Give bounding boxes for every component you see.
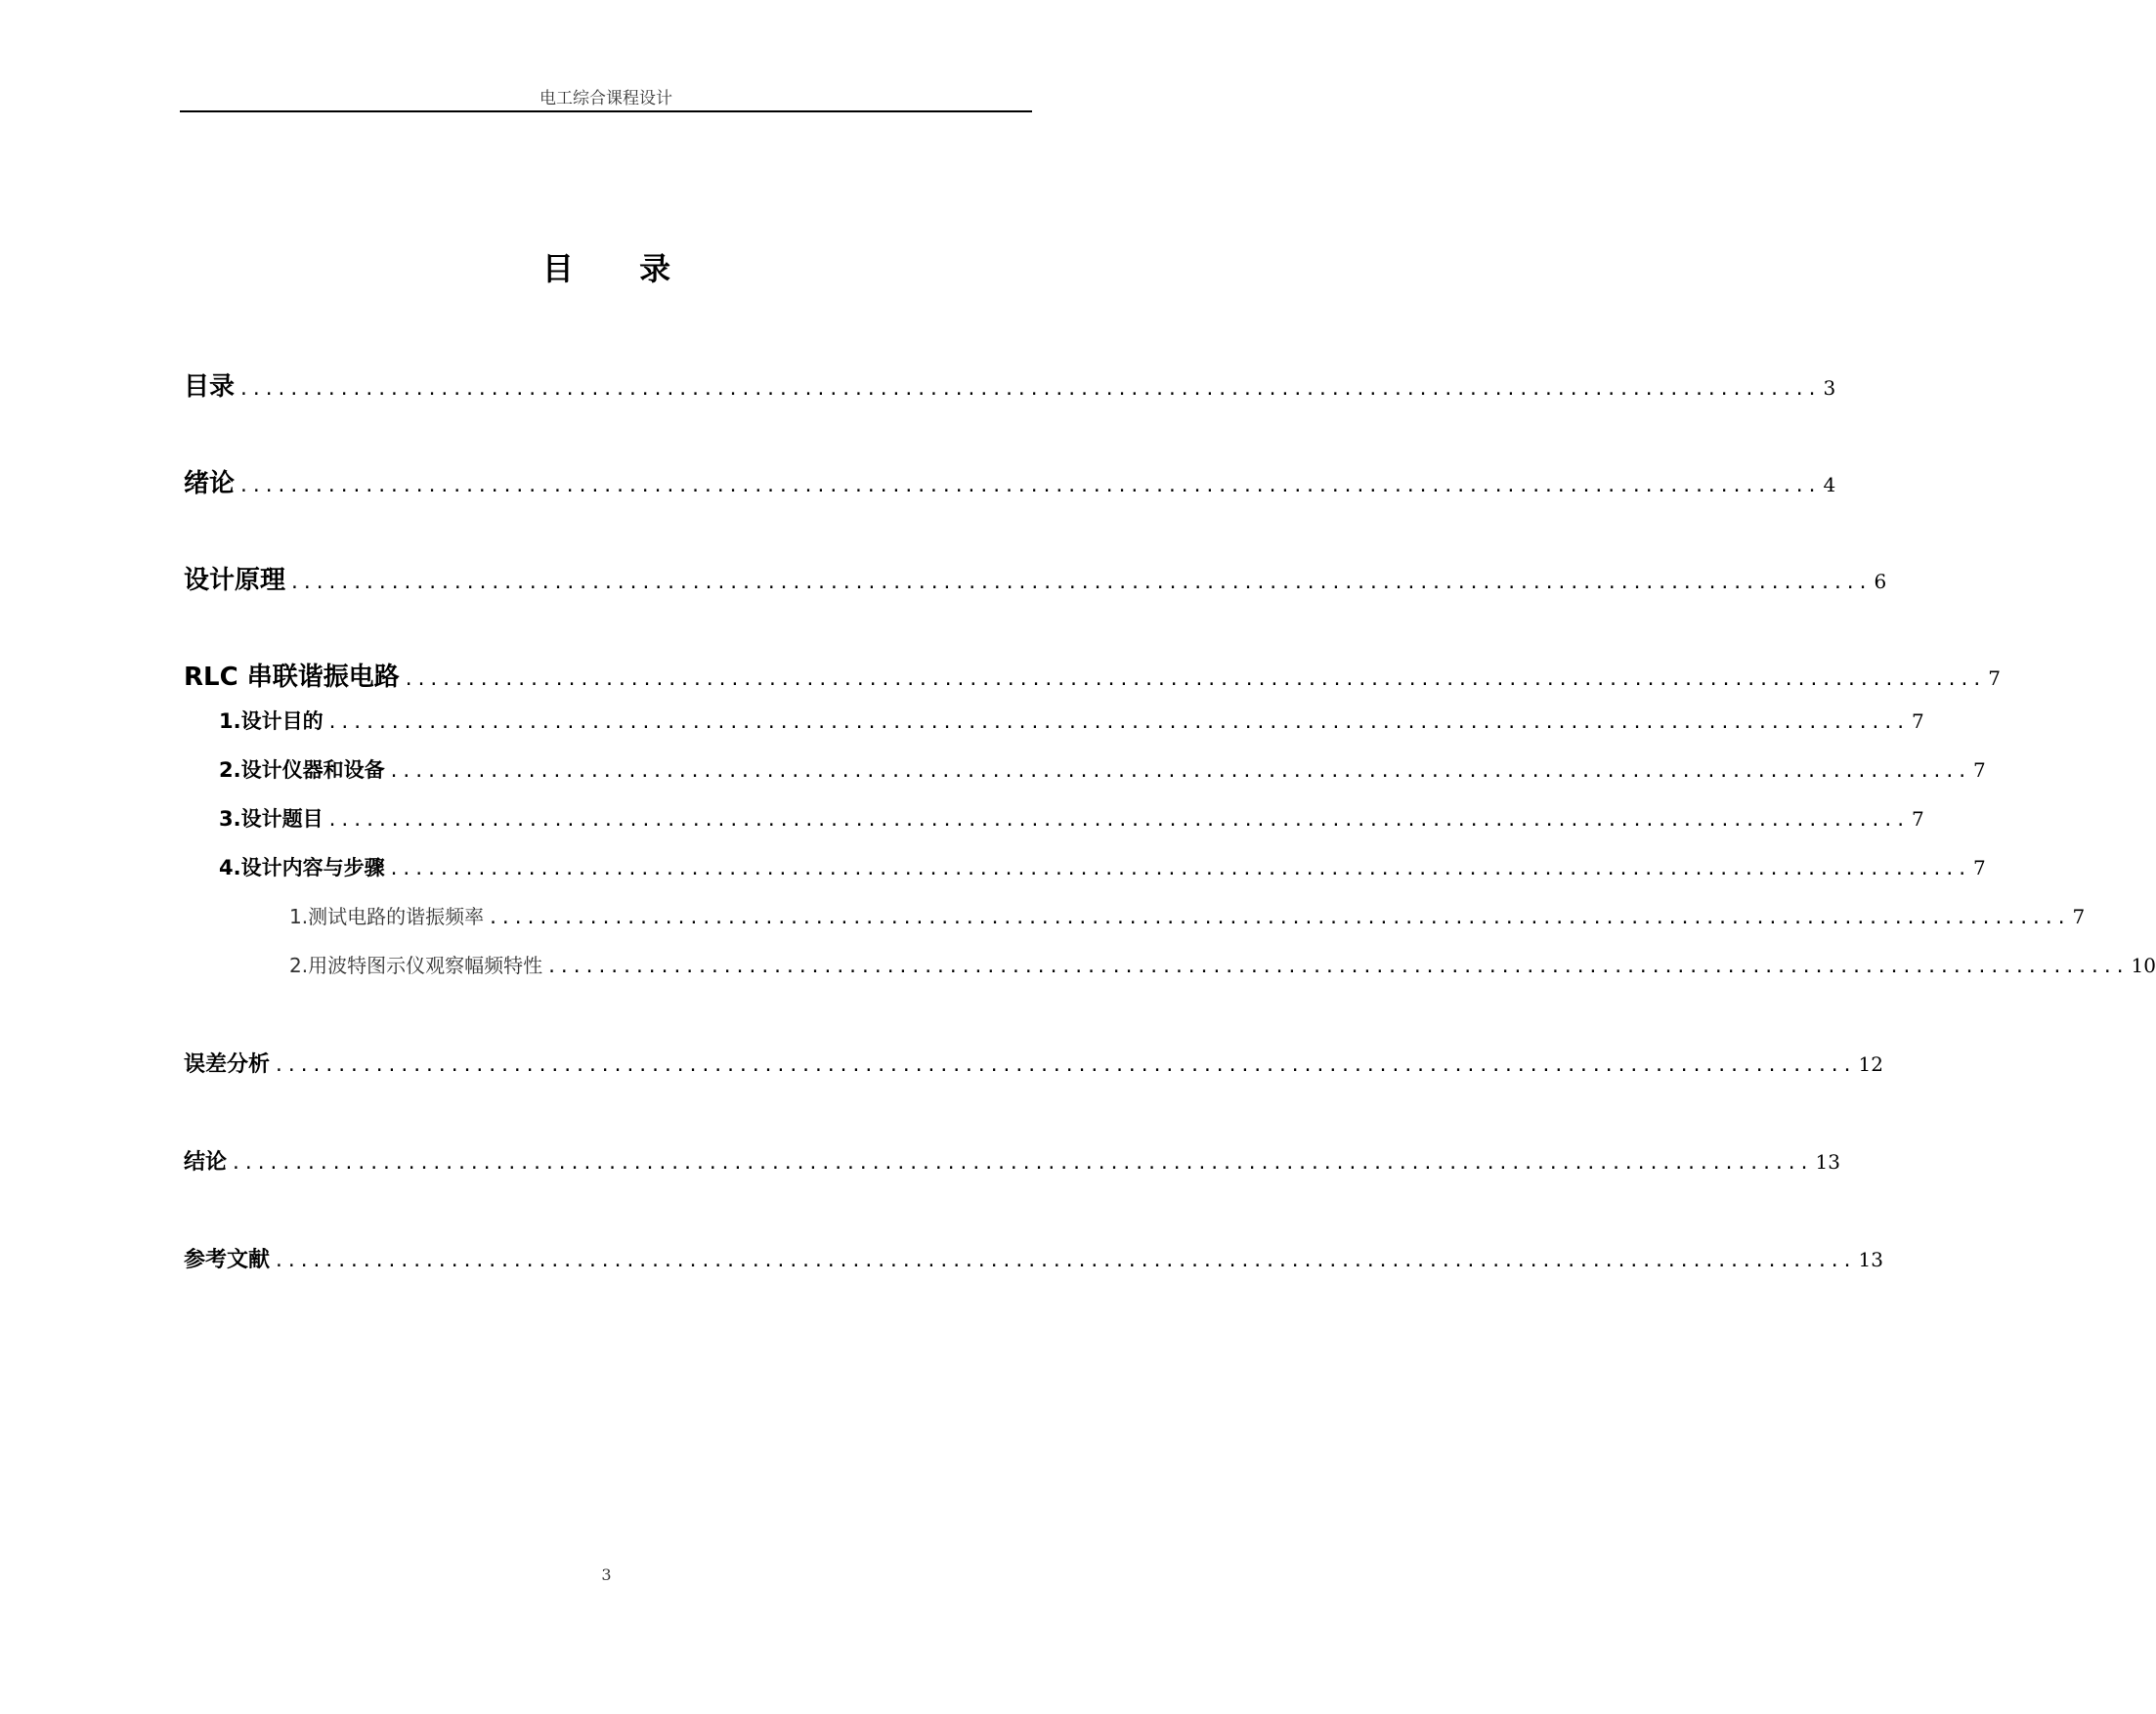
toc-entry-design-principle[interactable] (184, 560, 1887, 595)
toc-page-number: 13 (1815, 1150, 1840, 1174)
toc-entry-contents[interactable] (184, 366, 1836, 402)
toc-dot-leader: .............................................................................................................................. (238, 476, 1820, 496)
toc-entry-introduction[interactable] (184, 463, 1836, 498)
toc-page-number: 7 (1912, 709, 1924, 733)
toc-page-number: 7 (1973, 856, 1986, 879)
toc-page-number: 7 (1912, 807, 1924, 831)
toc-entry-instruments[interactable] (219, 754, 1986, 790)
toc-dot-leader: .............................................................................................................................. (274, 1055, 1855, 1076)
page-number: 3 (601, 1565, 612, 1584)
toc-dot-leader: .............................................................................................................................. (274, 1251, 1855, 1271)
toc-dot-leader: .............................................................................................................................. (231, 1153, 1812, 1174)
toc-entry-design-steps[interactable] (219, 852, 1986, 887)
toc-dot-leader: .............................................................................................................................. (388, 859, 1970, 879)
toc-page-number: 13 (1858, 1248, 1883, 1271)
toc-page-number: 10 (2131, 954, 2156, 977)
toc-entry-design-purpose[interactable] (219, 706, 1924, 741)
toc-dot-leader: .............................................................................................................................. (326, 712, 1909, 733)
toc-dot-leader: .............................................................................................................................. (388, 761, 1970, 782)
toc-entry-label: 4.设计内容与步骤 (219, 856, 385, 879)
toc-entry-label: 绪论 (184, 469, 236, 498)
toc-dot-leader: .............................................................................................................................. (238, 379, 1820, 400)
toc-page-number: 12 (1858, 1052, 1883, 1076)
toc-page-number: 7 (1988, 666, 2001, 690)
toc-entry-label: 2.用波特图示仪观察幅频特性 (289, 954, 543, 977)
toc-entry-label: 误差分析 (184, 1052, 271, 1077)
toc-entry-label: 3.设计题目 (219, 807, 323, 831)
toc-entry-label: 1.设计目的 (219, 709, 323, 733)
toc-entry-bode-plotter[interactable] (289, 950, 2156, 985)
toc-page-number: 7 (1973, 758, 1986, 782)
toc-dot-leader: .............................................................................................................................. (403, 669, 1985, 690)
running-header: 电工综合课程设计 (539, 89, 672, 108)
toc-entry-resonant-frequency[interactable] (289, 901, 2086, 936)
toc-entry-label: 目录 (184, 372, 236, 402)
toc-entry-rlc-circuit[interactable] (184, 657, 2001, 692)
toc-entry-label: 参考文献 (184, 1248, 271, 1272)
toc-entry-label: 2.设计仪器和设备 (219, 758, 385, 782)
toc-title: 目 录 (541, 250, 699, 287)
toc-page-number: 3 (1823, 376, 1836, 400)
toc-entry-label: RLC 串联谐振电路 (184, 663, 400, 692)
toc-dot-leader: .............................................................................................................................. (546, 957, 2128, 977)
toc-page-number: 6 (1874, 570, 1887, 593)
toc-dot-leader: .............................................................................................................................. (289, 573, 1871, 593)
toc-dot-leader: .............................................................................................................................. (488, 908, 2069, 928)
toc-entry-error-analysis[interactable] (184, 1048, 1883, 1083)
header-rule (180, 110, 1032, 112)
toc-entry-label: 1.测试电路的谐振频率 (289, 905, 485, 928)
toc-entry-label: 设计原理 (184, 566, 286, 595)
toc-page-number: 7 (2072, 905, 2086, 928)
toc-entry-conclusion[interactable] (184, 1145, 1840, 1180)
toc-entry-references[interactable] (184, 1243, 1883, 1278)
toc-dot-leader: .............................................................................................................................. (326, 810, 1909, 831)
toc-entry-label: 结论 (184, 1150, 228, 1175)
toc-page-number: 4 (1823, 473, 1836, 496)
toc-entry-design-topic[interactable] (219, 803, 1924, 838)
